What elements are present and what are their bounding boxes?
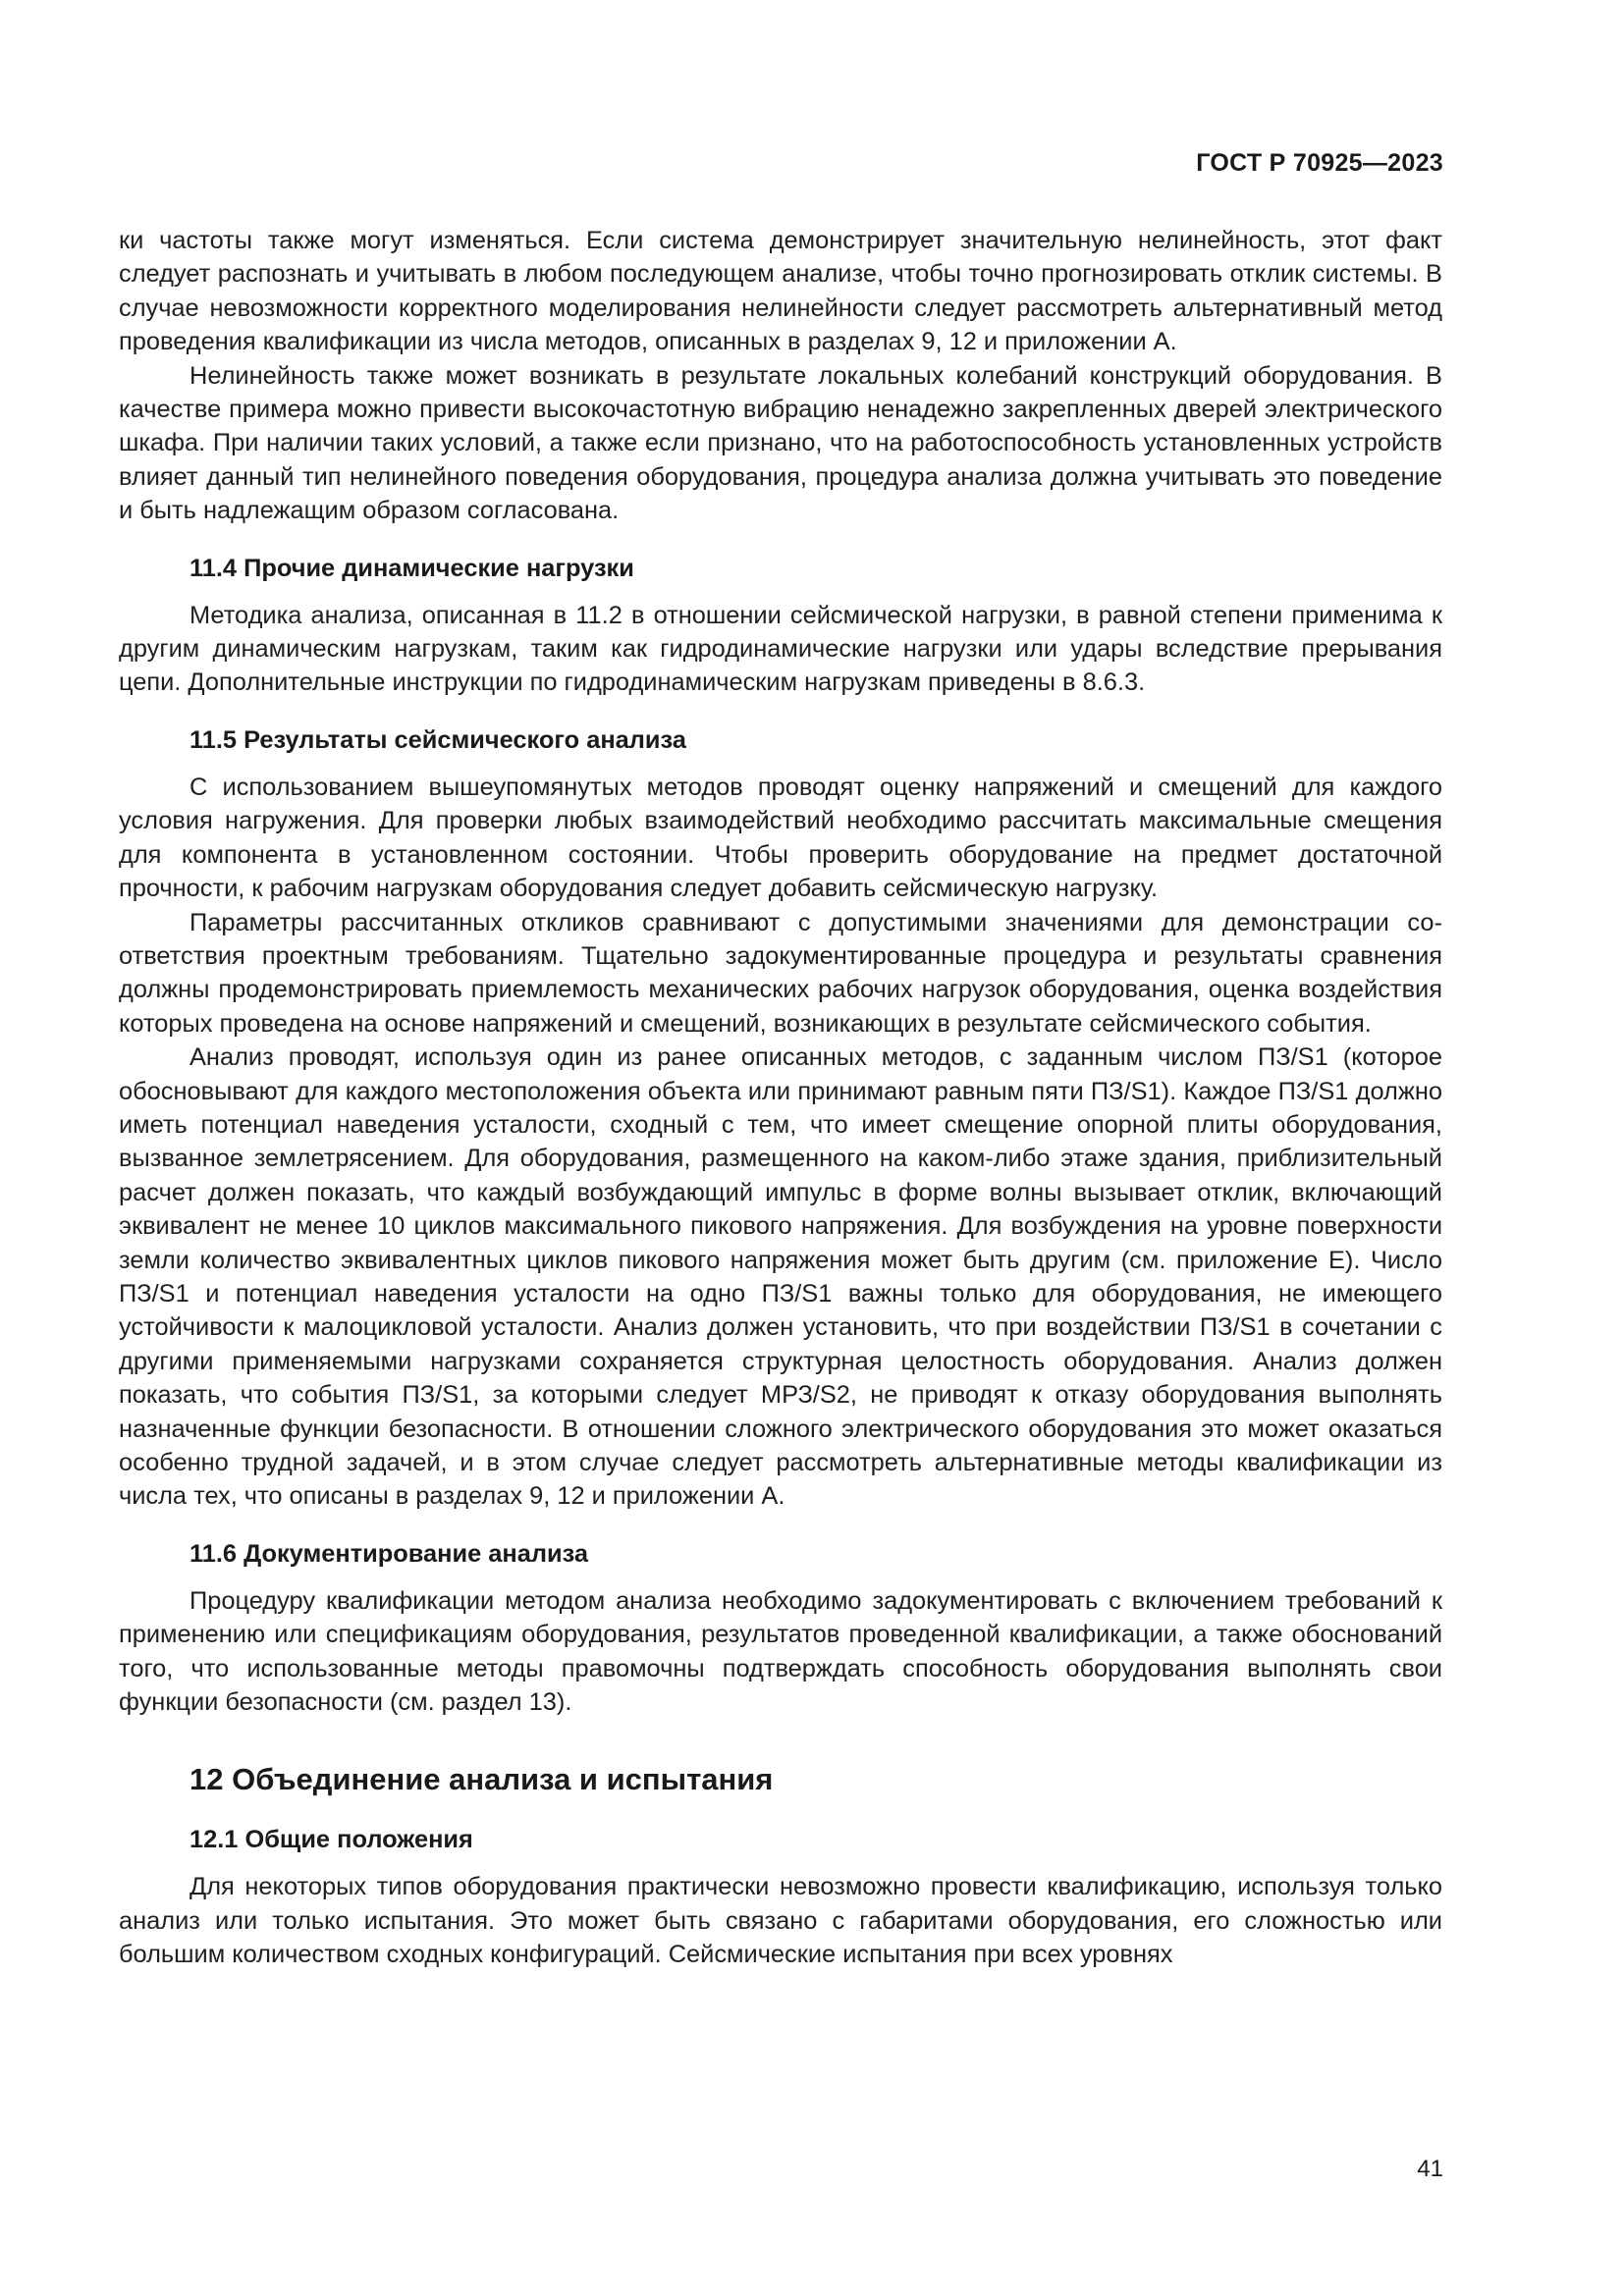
paragraph: Анализ проводят, используя один из ранее описанных методов, с заданным числом ПЗ/S1 (которое обосновывают для каждого местоположения объекта или принимают равным пяти ПЗ/S1). Каждое ПЗ/S1 должно иметь потенциал наведения усталости, сходный с тем, что имеет смещение опорной плиты оборудования, вызванное землетрясением. Для оборудования, размещенного на каком-либо этаже здания, приблизительный расчет должен показать, что каждый возбуждающий импульс в форме волны вызывает отклик, включающий эквивалент не менее 10 циклов максимального пикового напряжения. Для возбуждения на уровне поверхности земли количество эквивалентных циклов пикового напряжения может быть другим (см. приложение Е). Число ПЗ/S1 и потенциал наведения усталости на одно ПЗ/S1 важны только для оборудования, не имеющего устойчивости к малоцикловой усталости. Анализ должен установить, что при воздействии ПЗ/S1 в сочетании с другими применяемыми нагрузками сохраняется структурная целостность оборудования. Анализ должен показать, что события ПЗ/S1, за которыми следует МРЗ/S2, не приводят к отказу оборудования выполнять назначенные функции безопасности. В отношении сложного электрического оборудования это может оказаться особенно трудной задачей, и в этом случае следует рассмотреть альтернативные методы квалификации из числа тех, что описаны в разделах 9, 12 и приложении А.: [119, 1043, 1442, 1511]
section-heading-11-6: 11.6 Документирование анализа: [189, 1539, 589, 1568]
paragraph: Для некоторых типов оборудования практически невозможно провести квалификацию, используя только анализ или только испытания. Это может быть связано с габаритами оборудования, его сложностью или большим количеством сходных конфигураций. Сейсмические испытания при всех уровнях: [119, 1873, 1442, 1969]
document-body: [119, 224, 1442, 1972]
section-heading-12-1: 12.1 Общие положения: [189, 1826, 473, 1854]
paragraph: Процедуру квалификации методом анализа необходимо задокументировать с включением требований к применению или спецификациям оборудования, результатов проведенной квалификации, а также обоснований того, что использованные методы правомочны подтверждать способность оборудования выполнять свои функции безопасности (см. раздел 13).: [119, 1586, 1442, 1717]
paragraph: ки частоты также могут изменяться. Если система демонстрирует значительную нелинейность, этот факт следует распознать и учитывать в любом последующем анализе, чтобы точно прогнозировать отклик системы. В случае невозможности корректного моделирования нелинейности следует рассмотреть альтернативный метод проведения квалификации из числа методов, описанных в разделах 9, 12 и приложении А.: [119, 227, 1442, 356]
paragraph: Методика анализа, описанная в 11.2 в отношении сейсмической нагрузки, в равной степени применима к другим динамическим нагрузкам, таким как гидродинамические нагрузки или удары вследствие прерывания цепи. Дополнительные инструкции по гидродинамическим нагрузкам приведены в 8.6.3.: [119, 601, 1442, 697]
paragraph: Нелинейность также может возникать в результате локальных колебаний конструкций оборудования. В качестве примера можно привести высокочастотную вибрацию ненадежно закрепленных дверей электрического шкафа. При наличии таких условий, а также если признано, что на работоспособность установленных устройств влияет данный тип нелинейного поведения оборудования, процедура анализа должна учитывать это поведение и быть надлежащим образом согласована.: [119, 361, 1442, 525]
document-code: ГОСТ Р 70925—2023: [1196, 149, 1443, 177]
paragraph: С использованием вышеупомянутых методов проводят оценку напряжений и смещений для каждого условия нагружения. Для проверки любых взаимодействий необходимо рассчитать максимальные смещения для компонента в установленном состоянии. Чтобы проверить оборудование на предмет достаточной прочности, к рабочим нагрузкам оборудования следует добавить сейсмическую нагрузку.: [119, 773, 1442, 903]
page-number: 41: [1417, 2156, 1443, 2182]
chapter-heading-12: 12 Объединение анализа и испытания: [189, 1762, 774, 1797]
section-heading-11-5: 11.5 Результаты сейсмического анализа: [189, 725, 686, 754]
paragraph: Параметры рассчитанных откликов сравнивают с допустимыми значениями для демонстрации соответствия проектным требованиям. Тщательно задокументированные процедура и результаты сравнения должны продемонстрировать приемлемость механических рабочих нагрузок оборудования, оценка воздействия которых проведена на основе напряжений и смещений, возникающих в результате сейсмического события.: [119, 908, 1442, 1038]
section-heading-11-4: 11.4 Прочие динамические нагрузки: [189, 554, 634, 582]
